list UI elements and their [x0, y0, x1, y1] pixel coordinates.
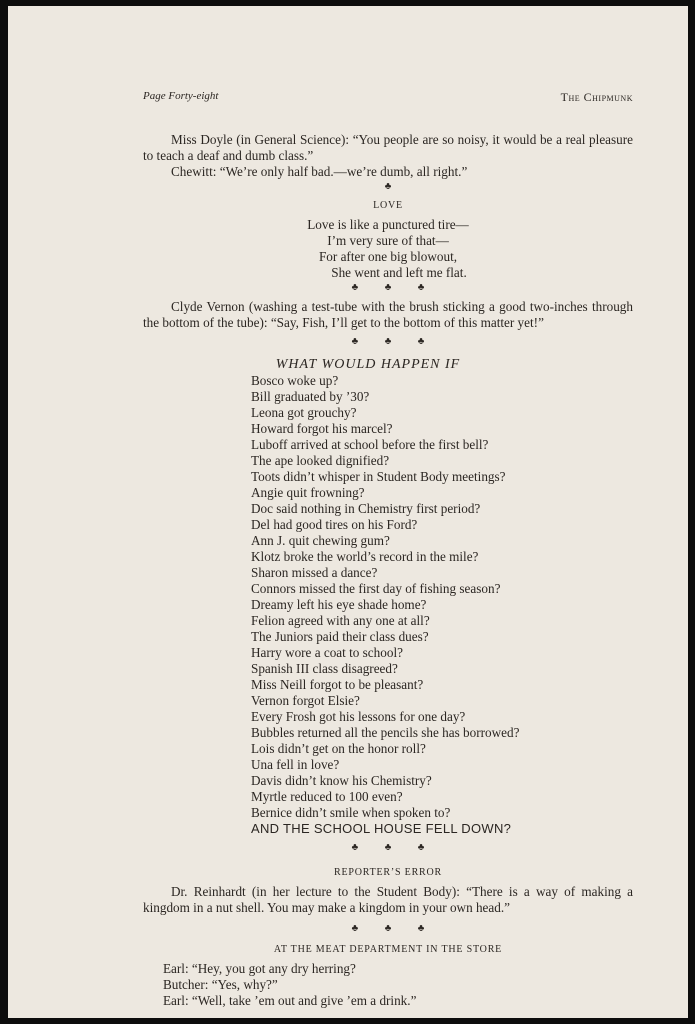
ornament-clubs: ♣ ♣ ♣ [351, 842, 437, 853]
list-item: Toots didn’t whisper in Student Body meetings? [251, 469, 506, 484]
list-item: Dreamy left his eye shade home? [251, 597, 427, 612]
list-item: Bernice didn’t smile when spoken to? [251, 805, 451, 820]
poem-line: For after one big blowout, [318, 249, 458, 264]
list-item: Every Frosh got his lessons for one day? [251, 709, 466, 724]
reinhardt-quote: Dr. Reinhardt (in her lecture to the Student Body): “There is a way of making a kingdom in a nut shell. You may make a kingdom in your own head.” [143, 884, 633, 915]
ornament-clubs: ♣ ♣ ♣ [351, 923, 437, 934]
list-item: Spanish III class disagreed? [251, 661, 398, 676]
love-title: LOVE [373, 200, 403, 211]
list-item: Del had good tires on his Ford? [251, 517, 418, 532]
list-item: Myrtle reduced to 100 even? [251, 789, 403, 804]
list-item: The Juniors paid their class dues? [251, 629, 429, 644]
list-item: Vernon forgot Elsie? [251, 693, 360, 708]
list-item: Angie quit frowning? [251, 485, 365, 500]
list-item: The ape looked dignified? [251, 453, 390, 468]
list-item: Lois didn’t get on the honor roll? [251, 741, 426, 756]
list-item: Doc said nothing in Chemistry first period? [251, 501, 481, 516]
list-item: Bubbles returned all the pencils she has borrowed? [251, 725, 520, 740]
publication-title: The Chipmunk [560, 90, 633, 104]
list-item: Una fell in love? [251, 757, 340, 772]
ornament-clubs: ♣ ♣ ♣ [351, 282, 437, 293]
ornament-club: ♣ [384, 181, 404, 192]
list-item: Felion agreed with any one at all? [251, 613, 430, 628]
list-item: Luboff arrived at school before the first bell? [251, 437, 489, 452]
list-item: Ann J. quit chewing gum? [251, 533, 390, 548]
chewitt-quote: Chewitt: “We’re only half bad.—we’re dumb, all right.” [171, 164, 468, 179]
dialog-line: Earl: “Well, take ’em out and give ’em a drink.” [163, 993, 417, 1008]
page-content [143, 132, 633, 1009]
page [8, 6, 688, 1018]
list-item: Howard forgot his marcel? [251, 421, 393, 436]
what-if-list [251, 373, 633, 837]
dialog-line: Earl: “Hey, you got any dry herring? [163, 961, 356, 976]
clyde-quote: Clyde Vernon (washing a test-tube with the brush sticking a good two-inches through the bottom of the tube): “Say, Fish, I’ll get to the bottom of this matter yet!” [143, 299, 633, 330]
reporter-title: REPORTER’S ERROR [333, 867, 443, 878]
list-item: Harry wore a coat to school? [251, 645, 403, 660]
dialog-line: Butcher: “Yes, why?” [163, 977, 278, 992]
doyle-quote: Miss Doyle (in General Science): “You people are so noisy, it would be a real pleasure to teach a deaf and dumb class.” [143, 132, 633, 163]
poem-line: I’m very sure of that— [327, 233, 449, 248]
meat-dialog [163, 961, 633, 1009]
what-would-happen-title: WHAT WOULD HAPPEN IF [275, 357, 461, 372]
love-poem [143, 217, 633, 281]
page-number: Page Forty-eight [143, 90, 219, 102]
list-item: Bill graduated by ’30? [251, 389, 370, 404]
list-item: Connors missed the first day of fishing season? [251, 581, 501, 596]
poem-line: She went and left me flat. [331, 265, 467, 280]
list-item: Sharon missed a dance? [251, 565, 378, 580]
list-final-line: AND THE SCHOOL HOUSE FELL DOWN? [251, 821, 512, 836]
list-item: Miss Neill forgot to be pleasant? [251, 677, 424, 692]
list-item: Bosco woke up? [251, 373, 339, 388]
list-item: Leona got grouchy? [251, 405, 357, 420]
ornament-clubs: ♣ ♣ ♣ [351, 336, 437, 347]
meat-department-title: AT THE MEAT DEPARTMENT IN THE STORE [273, 944, 503, 955]
list-item: Davis didn’t know his Chemistry? [251, 773, 432, 788]
poem-line: Love is like a punctured tire— [307, 217, 469, 232]
list-item: Klotz broke the world’s record in the mile? [251, 549, 479, 564]
